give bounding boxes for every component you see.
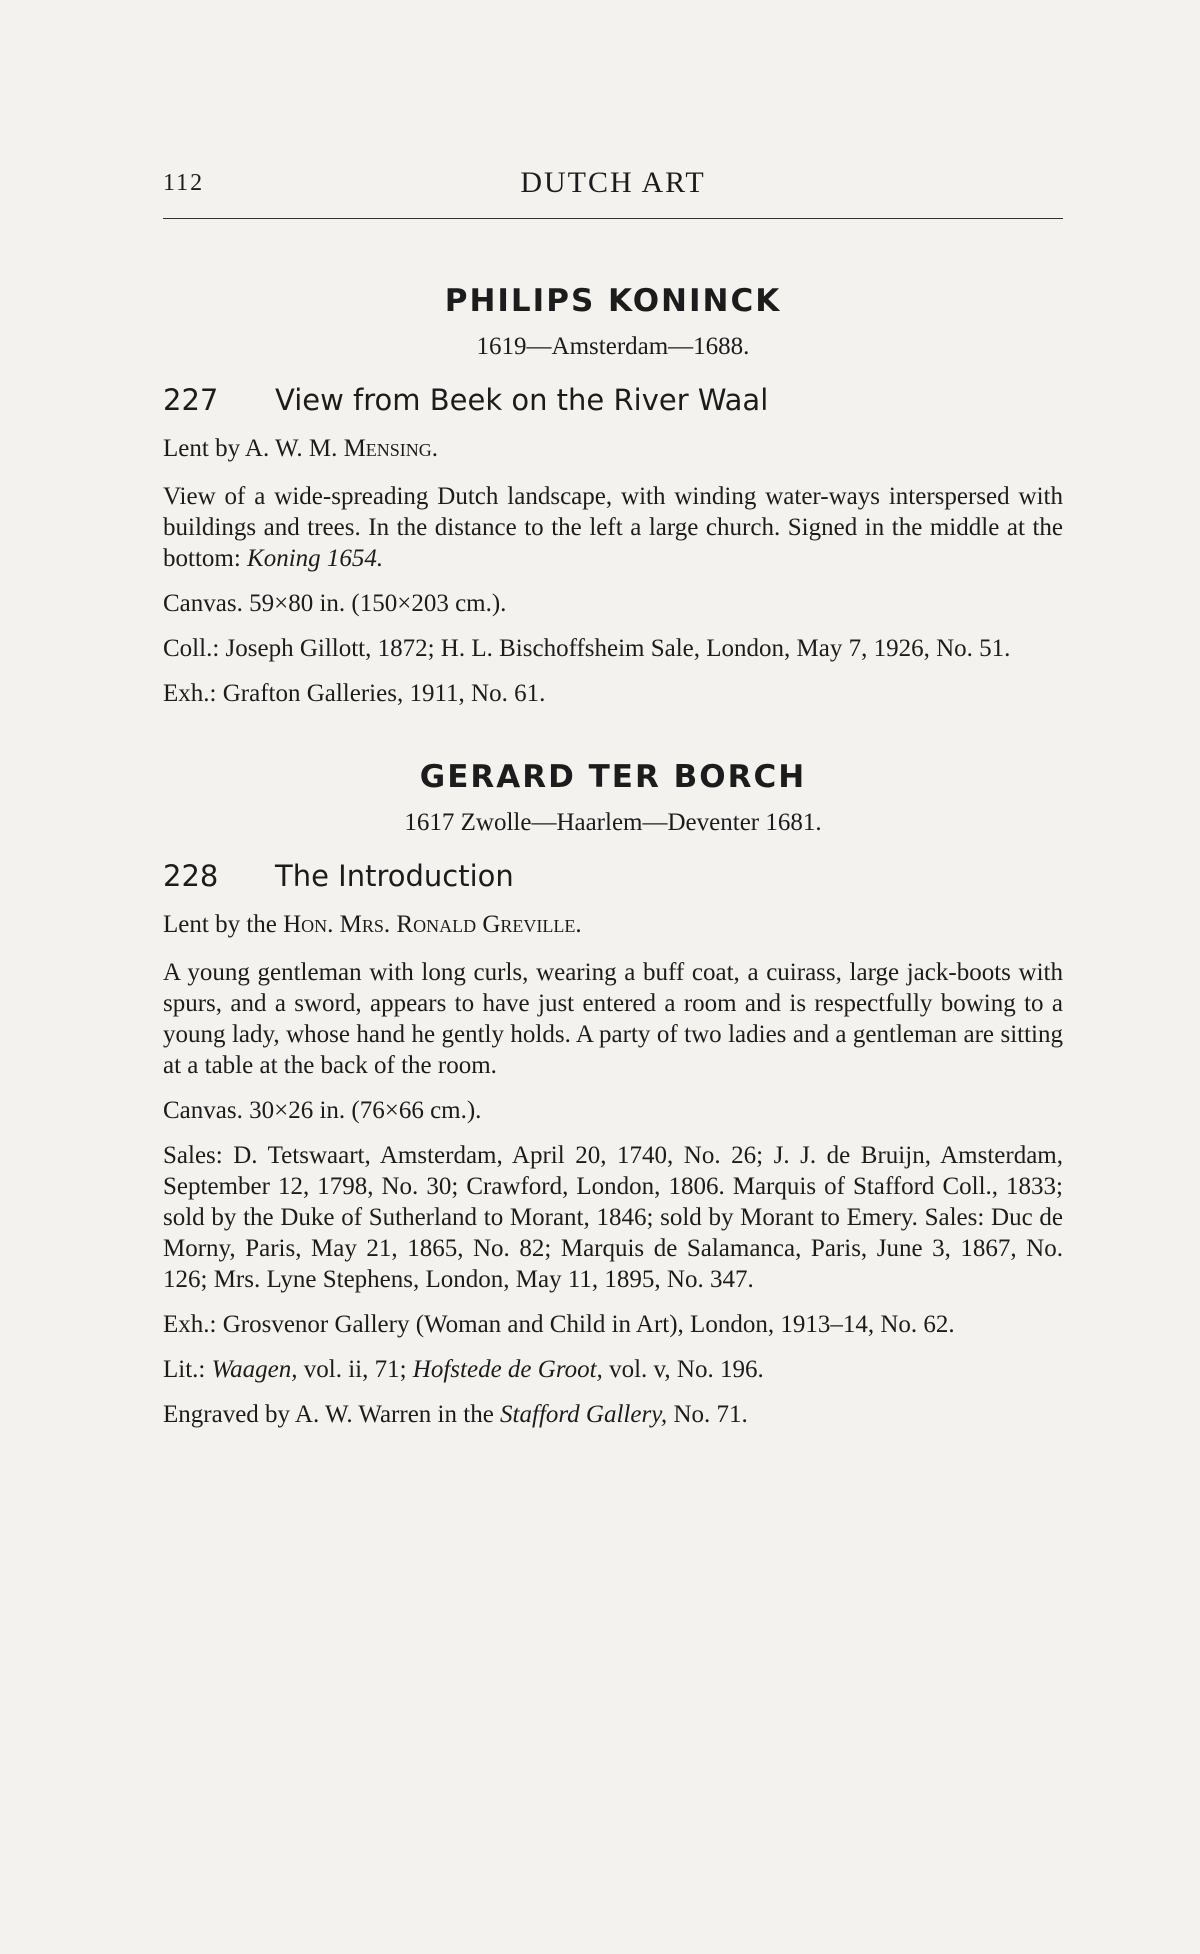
page-number: 112 [163,170,205,196]
lender-name: Mensing. [343,435,439,462]
entry-title: View from Beek on the River Waal [275,383,769,417]
signature: Koning 1654. [247,545,384,572]
description: A young gentleman with long curls, wearing a buff coat, a cuirass, large jack-boots with spurs, and a sword, appears to have just entered a room and is respectfully bowing to a young lady, whose hand he gently holds. A party of two ladies and a gentleman are sitting at a table at the back of the room. [163,959,1063,1079]
sales-history: Sales: D. Tetswaart, Amsterdam, April 20, 1740, No. 26; J. J. de Bruijn, Amsterdam, September 12, 1798, No. 30; Crawford, London, 1806. Marquis of Stafford Coll., 1833; sold by the Duke of Sutherland to Morant, 1846; sold by Morant to Emery. Sales: Duc de Morny, Paris, May 21, 1865, No. 82; Marquis de Salamanca, Paris, June 3, 1867, No. 126; Mrs. Lyne Stephens, London, May 11, 1895, No. 347. [163,1142,1063,1293]
artist-section-koninck [163,283,1063,709]
engraved-suffix: No. 71. [667,1401,748,1428]
catalogue-content [163,283,1063,1430]
entry-number: 228 [163,859,219,893]
collection-history: Coll.: Joseph Gillott, 1872; H. L. Bischoffsheim Sale, London, May 7, 1926, No. 51. [163,635,1011,662]
artist-name: GERARD TER BORCH [419,759,807,795]
canvas-dimensions: Canvas. 59×80 in. (150×203 cm.). [163,590,507,617]
description-text: View of a wide-spreading Dutch landscape, with winding water-ways interspersed with buildings and trees. In the distance to the left a large church. Signed in the middle at the bottom: [163,483,1063,572]
engraved-work: Stafford Gallery, [500,1401,668,1428]
lit-author: Hofstede de Groot, [412,1356,603,1383]
artist-dates: 1617 Zwolle—Haarlem—Deventer 1681. [404,809,822,836]
lender-line [163,435,1063,463]
exhibition-history: Exh.: Grosvenor Gallery (Woman and Child in Art), London, 1913–14, No. 62. [163,1311,955,1338]
lender-prefix: Lent by A. W. M. [163,435,344,462]
page-header [163,164,1063,204]
artist-dates: 1619—Amsterdam—1688. [476,333,750,360]
artist-section-ter-borch [163,759,1063,1430]
engraving-note [163,1399,1063,1430]
lender-line [163,911,1063,939]
canvas-dimensions: Canvas. 30×26 in. (76×66 cm.). [163,1097,482,1124]
entry-heading [163,383,1063,417]
lender-name: Hon. Mrs. Ronald Greville. [283,911,582,938]
lit-reference: vol. v, No. 196. [602,1356,764,1383]
lender-prefix: Lent by the [163,911,284,938]
literature-prefix: Lit.: [163,1356,212,1383]
running-title: DUTCH ART [520,166,706,199]
entry-title: The Introduction [275,859,514,893]
literature [163,1354,1063,1385]
exhibition-history: Exh.: Grafton Galleries, 1911, No. 61. [163,680,546,707]
description [163,481,1063,574]
header-rule [163,218,1063,219]
artist-name: PHILIPS KONINCK [444,283,782,319]
lit-author: Waagen, [211,1356,298,1383]
entry-number: 227 [163,383,219,417]
engraved-prefix: Engraved by A. W. Warren in the [163,1401,501,1428]
entry-heading [163,859,1063,893]
lit-reference: vol. ii, 71; [297,1356,413,1383]
